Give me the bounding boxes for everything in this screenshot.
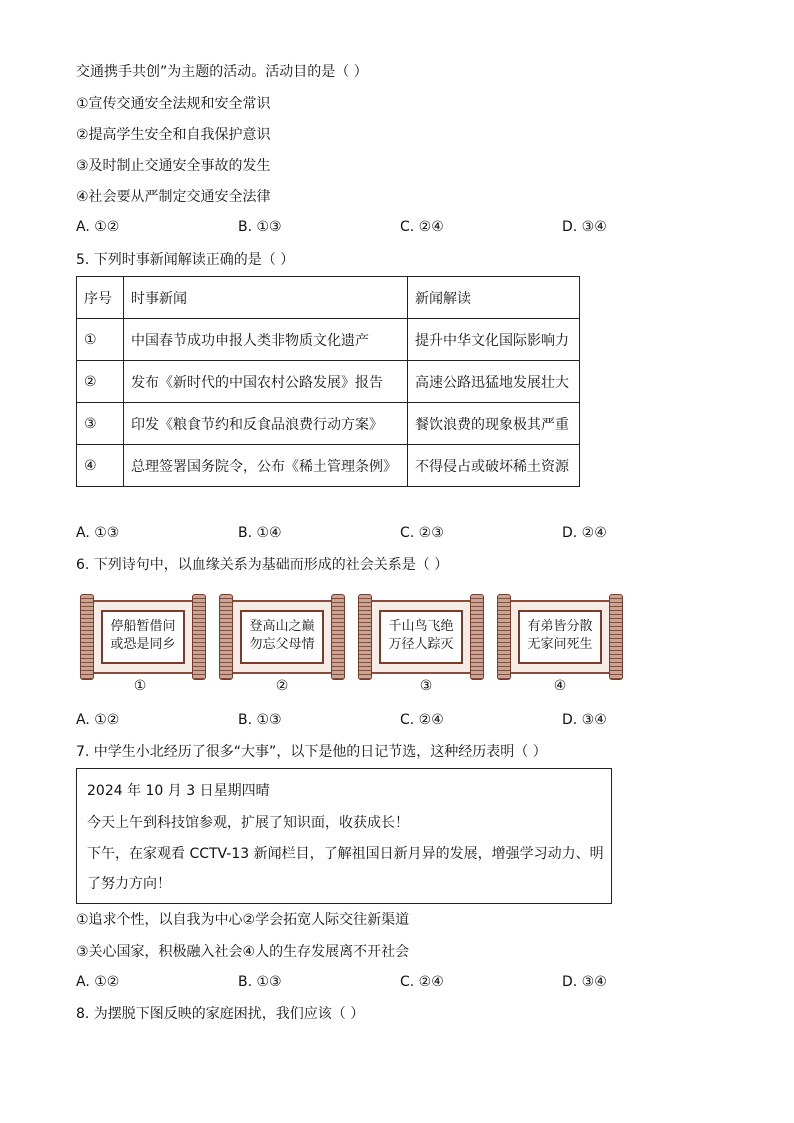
table-cell: 总理签署国务院令，公布《稀土管理条例》	[124, 445, 408, 487]
poem-line: 千山鸟飞绝	[388, 619, 454, 634]
table-cell: ①	[77, 319, 124, 361]
q7-stem: 7. 中学生小北经历了很多“大事”，以下是他的日记节选，这种经历表明（ ）	[76, 744, 547, 760]
q5-option-b[interactable]: B. ①④	[238, 525, 282, 541]
scroll-number: ③	[419, 678, 433, 694]
q4-item-1: ①宣传交通安全法规和安全常识	[76, 96, 271, 112]
scroll-number: ①	[133, 678, 147, 694]
q5-option-d[interactable]: D. ②④	[562, 525, 607, 541]
q6-options	[76, 712, 636, 730]
scroll-rod	[470, 594, 484, 680]
q7-option-d[interactable]: D. ③④	[562, 974, 607, 990]
scroll-number: ②	[275, 678, 289, 694]
scroll-rod	[497, 594, 511, 680]
diary-line: 了努力方向！	[87, 876, 171, 892]
table-cell: 印发《粮食节约和反食品浪费行动方案》	[124, 403, 408, 445]
table-row	[77, 445, 580, 487]
table-cell: 餐饮浪费的现象极其严重	[408, 403, 580, 445]
scroll-panel	[511, 600, 609, 674]
poem-text	[520, 618, 600, 654]
diary-line: 今天上午到科技馆参观，扩展了知识面，收获成长！	[87, 815, 409, 831]
q5-stem: 5. 下列时事新闻解读正确的是（ ）	[76, 252, 295, 268]
scroll-panel	[233, 600, 331, 674]
q7-option-a[interactable]: A. ①②	[76, 974, 120, 990]
q4-item-2: ②提高学生安全和自我保护意识	[76, 127, 271, 143]
q6-stem: 6. 下列诗句中，以血缘关系为基础而形成的社会关系是（ ）	[76, 557, 449, 573]
q7-items-2: ③关心国家，积极融入社会④人的生存发展离不开社会	[76, 944, 410, 960]
scroll-frame	[518, 610, 602, 664]
table-header-cell: 序号	[77, 277, 124, 319]
q6-option-b[interactable]: B. ①③	[238, 712, 282, 728]
poem-line: 或恐是同乡	[110, 637, 176, 652]
scroll-rod	[219, 594, 233, 680]
scroll-panel	[372, 600, 470, 674]
scroll-frame	[240, 610, 324, 664]
poem-line: 登高山之巅	[249, 619, 315, 634]
table-row	[77, 403, 580, 445]
q8-stem: 8. 为摆脱下图反映的家庭困扰，我们应该（ ）	[76, 1006, 365, 1022]
q4-options	[76, 219, 636, 237]
table-cell: 提升中华文化国际影响力	[408, 319, 580, 361]
q4-option-a[interactable]: A. ①②	[76, 219, 120, 235]
poem-scroll-4	[497, 594, 623, 680]
poem-text	[242, 618, 322, 654]
table-cell: ④	[77, 445, 124, 487]
scroll-frame	[379, 610, 463, 664]
q6-option-d[interactable]: D. ③④	[562, 712, 607, 728]
q7-option-b[interactable]: B. ①③	[238, 974, 282, 990]
poem-line: 有弟皆分散	[527, 619, 593, 634]
table-header-cell: 时事新闻	[124, 277, 408, 319]
q4-option-b[interactable]: B. ①③	[238, 219, 282, 235]
q4-option-c[interactable]: C. ②④	[400, 219, 444, 235]
table-header-cell: 新闻解读	[408, 277, 580, 319]
poem-line: 停船暂借问	[110, 619, 176, 634]
poem-scroll-1	[80, 594, 206, 680]
q5-option-c[interactable]: C. ②③	[400, 525, 444, 541]
table-cell: 发布《新时代的中国农村公路发展》报告	[124, 361, 408, 403]
poem-text	[381, 618, 461, 654]
table-cell: ②	[77, 361, 124, 403]
scroll-panel	[94, 600, 192, 674]
q7-option-c[interactable]: C. ②④	[400, 974, 444, 990]
q4-item-4: ④社会要从严制定交通安全法律	[76, 189, 271, 205]
q5-option-a[interactable]: A. ①③	[76, 525, 120, 541]
poem-line: 万径人踪灭	[388, 637, 454, 652]
poem-text	[103, 618, 183, 654]
scroll-rod	[609, 594, 623, 680]
scroll-rod	[331, 594, 345, 680]
q4-option-d[interactable]: D. ③④	[562, 219, 607, 235]
q7-items-1: ①追求个性，以自我为中心②学会拓宽人际交往新渠道	[76, 912, 410, 928]
table-cell: 高速公路迅猛地发展壮大	[408, 361, 580, 403]
scroll-rod	[358, 594, 372, 680]
q4-item-3: ③及时制止交通安全事故的发生	[76, 158, 271, 174]
table-row	[77, 319, 580, 361]
table-cell: ③	[77, 403, 124, 445]
q6-option-a[interactable]: A. ①②	[76, 712, 120, 728]
diary-date: 2024 年 10 月 3 日星期四晴	[87, 783, 270, 799]
table-cell: 不得侵占或破坏稀土资源	[408, 445, 580, 487]
scroll-rod	[80, 594, 94, 680]
scroll-rod	[192, 594, 206, 680]
poem-scroll-2	[219, 594, 345, 680]
q7-options	[76, 974, 636, 992]
diary-line: 下午，在家观看 CCTV-13 新闻栏目，了解祖国日新月异的发展，增强学习动力、明	[87, 846, 604, 862]
table-row	[77, 361, 580, 403]
poem-line: 勿忘父母情	[249, 637, 315, 652]
table-cell: 中国春节成功申报人类非物质文化遗产	[124, 319, 408, 361]
q4-stem: 交通携手共创”为主题的活动。活动目的是（ ）	[76, 64, 368, 80]
diary-box	[76, 768, 612, 904]
news-table	[76, 276, 580, 487]
poem-line: 无家问死生	[527, 637, 593, 652]
scroll-frame	[101, 610, 185, 664]
poem-scroll-3	[358, 594, 484, 680]
q6-option-c[interactable]: C. ②④	[400, 712, 444, 728]
q5-options	[76, 525, 636, 543]
table-header-row	[77, 277, 580, 319]
scroll-number: ④	[553, 678, 567, 694]
